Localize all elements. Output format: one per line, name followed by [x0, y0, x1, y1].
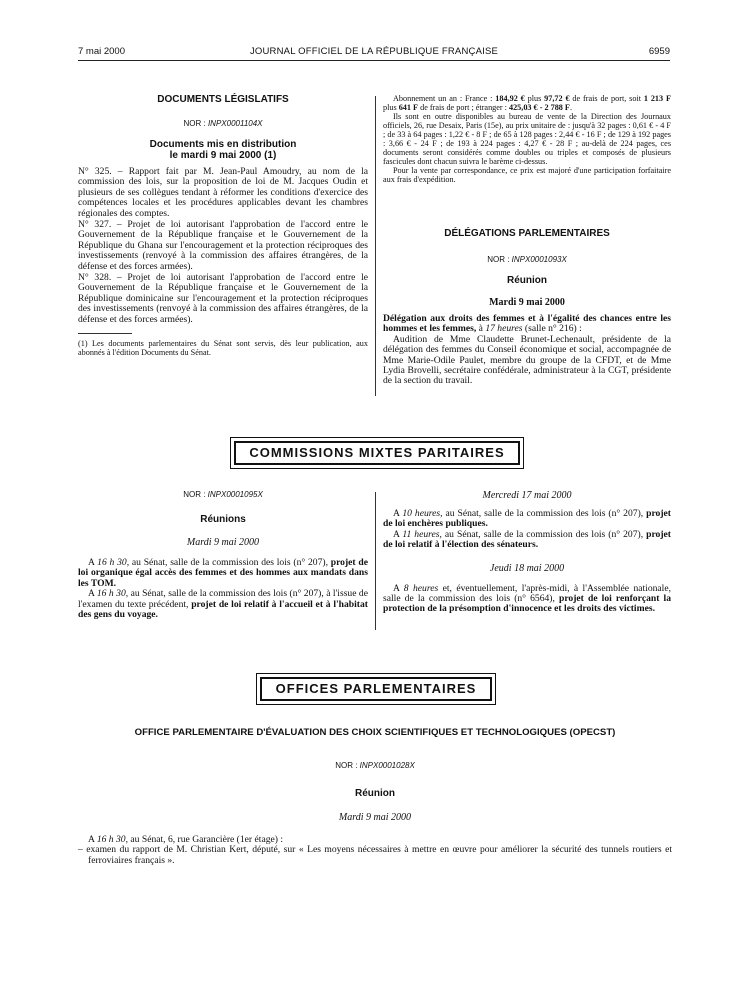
cmp-item-1: A 16 h 30, au Sénat, salle de la commission des lois (n° 207), projet de loi organique égal accès des femmes et des hommes aux mandats dans les TOM. [78, 557, 368, 589]
cmp-title-box [230, 437, 524, 469]
header-rule [78, 60, 670, 61]
footnote-rule [78, 333, 132, 334]
cmp-date-1: Mardi 9 mai 2000 [186, 537, 260, 548]
cmp-item-4: A 11 heures, au Sénat, salle de la commission des lois (n° 207), projet de loi relatif à l'élection des sénateurs. [383, 528, 671, 551]
cmp-left-column [78, 490, 368, 620]
delegations-heading: DÉLÉGATIONS PARLEMENTAIRES [444, 228, 610, 239]
shipping-note: Pour la vente par correspondance, ce prix est majoré d'une participation forfaitaire aux frais d'expédition. [383, 166, 671, 184]
footnote: (1) Les documents parlementaires du Sénat sont servis, dès leur publication, aux abonnés à l'édition Documents du Sénat. [78, 339, 368, 358]
docs-legislatifs-heading: DOCUMENTS LÉGISLATIFS [157, 94, 289, 105]
cmp-subheading: Réunions [200, 514, 246, 525]
offices-subheading: Réunion [355, 788, 395, 799]
column-rule [375, 96, 376, 396]
nor-code: INPX0001095X [207, 490, 263, 499]
offices-item-2: – examen du rapport de M. Christian Kert, député, sur « Les moyens nécessaires à mettre en œuvre pour améliorer la sécurité des tunnels routiers et ferroviaires français ». [78, 844, 672, 866]
offices-title: OFFICES PARLEMENTAIRES [260, 677, 492, 701]
offices-item-1: A 16 h 30, au Sénat, 6, rue Garancière (1er étage) : [88, 834, 284, 845]
abonnement-section [383, 94, 671, 184]
offices-nor: NOR : INPX0001028X [335, 761, 415, 770]
delegation-text: Audition de Mme Claudette Brunet-Lechenault, présidente de la délégation des femmes du Conseil économique et social, accompagnée de Mme Marie-Odile Paulet, membre du groupe de la CFDT, et de Mme Lydia Brovelli, secrétaire confédérale, administrateur à la CGT, présidente de la section du travail. [383, 333, 671, 387]
nor-code: INPX0001093X [511, 255, 567, 264]
cmp-nor: NOR : INPX0001095X [183, 490, 263, 499]
offices-title-box [256, 673, 496, 705]
list-item: N° 327. – Projet de loi autorisant l'approbation de l'accord entre le Gouvernement de la République française et le Gouvernement de la République du Ghana sur l'encouragement et la protection réciproques des investissements (renvoyé à la commission des affaires étrangères, de la défense et des forces armées). [78, 219, 369, 272]
page-number: 6959 [648, 46, 670, 57]
delegations-date: Mardi 9 mai 2000 [489, 297, 565, 308]
offices-section [78, 727, 672, 866]
delegation-title: Délégation aux droits des femmes et à l'égalité des chances entre les hommes et les femmes, à 17 heures (salle n° 216) : [383, 313, 671, 335]
document-list [78, 167, 368, 325]
cmp-right-column [383, 490, 671, 615]
cmp-date-3: Jeudi 18 mai 2000 [489, 562, 565, 574]
opecst-heading: OFFICE PARLEMENTAIRE D'ÉVALUATION DES CHOIX SCIENTIFIQUES ET TECHNOLOGIQUES (OPECST) [134, 727, 616, 738]
unit-prices: Ils sont en outre disponibles au bureau de vente de la Direction des Journaux officiels, 26, rue Desaix, Paris (15e), au prix unitaire de : jusqu'à 32 pages : 0,61 € - 4 F ; de 33 à 64 pages : 1,22 € - 8 F ; de 65 à 128 pages : 2,44 € - 16 F ; de 129 à 192 pages : 3,66 € - 24 F ; de 193 à 224 pages : 4,27 € - 28 F ; au-delà de 224 pages, ces documents seront considérés comme doubles ou triples et composés de plusieurs fascicules dont chacun suivra le barème ci-dessus. [383, 112, 671, 166]
delegations-subheading: Réunion [507, 275, 547, 286]
issue-date: 7 mai 2000 [78, 46, 126, 57]
cmp-item-5: A 8 heures et, éventuellement, l'après-midi, à l'Assemblée nationale, salle de la commission des lois (n° 6564), projet de loi renforçant la protection de la présomption d'innocence et les droits des victimes. [383, 582, 671, 615]
column-rule [375, 492, 376, 630]
page-header [78, 46, 670, 60]
list-item: N° 325. – Rapport fait par M. Jean-Paul Amoudry, au nom de la commission des lois, sur la proposition de loi de M. Jacques Oudin et plusieurs de ses collègues tendant à réformer les conditions d'exercice des compétences locales et les procédures applicables devant les chambres régionales des comptes. [78, 166, 369, 219]
delegations-section [383, 228, 671, 387]
delegations-nor: NOR : INPX0001093X [487, 255, 567, 264]
cmp-item-3: A 10 heures, au Sénat, salle de la commission des lois (n° 207), projet de loi enchères publiques. [383, 508, 671, 530]
nor-code: INPX0001104X [207, 119, 263, 128]
cmp-title: COMMISSIONS MIXTES PARITAIRES [234, 441, 520, 465]
cmp-item-2: A 16 h 30, au Sénat, salle de la commission des lois (n° 207), à l'issue de l'examen du texte précédent, projet de loi relatif à l'accueil et à l'habitat des gens du voyage. [78, 588, 368, 621]
journal-title: JOURNAL OFFICIEL DE LA RÉPUBLIQUE FRANÇAISE [249, 46, 499, 57]
docs-legislatifs-section [78, 94, 368, 357]
distribution-heading: Documents mis en distribution le mardi 9 mai 2000 (1) [149, 139, 297, 161]
offices-date: Mardi 9 mai 2000 [338, 812, 412, 823]
cmp-date-2: Mercredi 17 mai 2000 [482, 490, 572, 501]
abonnement-prices: Abonnement un an : France : 184,92 € plus 97,72 € de frais de port, soit 1 213 F plus 641 F de frais de port ; étranger : 425,03 € - 2 788 F. [383, 94, 671, 112]
docs-legislatifs-nor: NOR : INPX0001104X [183, 119, 263, 128]
list-item: N° 328. – Projet de loi autorisant l'approbation de l'accord entre le Gouvernement de la République française et le Gouvernement de la République dominicaine sur l'encouragement et la protection réciproques des investissements (renvoyé à la commission des affaires étrangères, de la défense et des forces armées). [78, 272, 369, 325]
nor-code: INPX0001028X [359, 761, 415, 770]
